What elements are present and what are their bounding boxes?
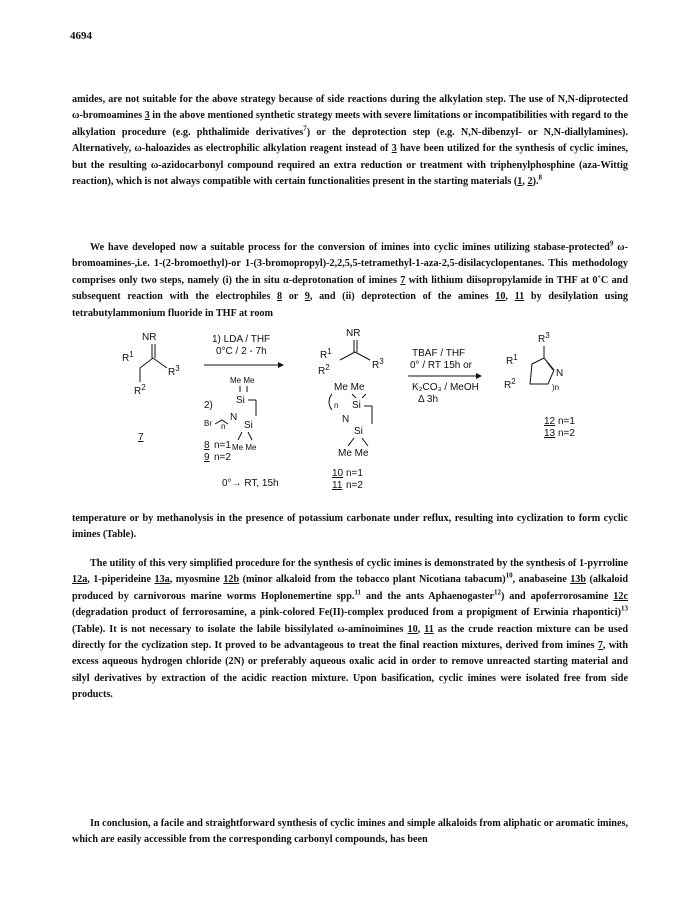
sm-nr: NR [142, 332, 157, 343]
int-11n: n=2 [346, 480, 363, 491]
int-n-atom: N [342, 414, 350, 425]
int-memee2: Me Me [338, 448, 369, 459]
step3b: 0° / RT 15h or [410, 360, 472, 371]
int-nr: NR [346, 328, 361, 339]
pr-r2: $R^2$ [504, 377, 516, 391]
paragraph-4: The utility of this very simplified procedure for the synthesis of cyclic imines is demonstrated by the synthesis of 1-pyrroline 12a, 1-piperideine 13a, myosmine 12b (minor alkaloid from the tobacco plant Nicotiana tabacum)$^{10}$, anabaseine 13b (alkaloid produced by carnivorous marine worms Hoplonemertine spp.$^{11}$ and the ants Aphaenogaster$^{12}$) and apoferrorosamine 12c (degradation product of ferrorosamine, a pink-colored Fe(II)-complex produced from a propigment of Erwinia rhapontici)$^{13}$ (Table). It is not necessary to isolate the labile bissilylated ω-aminoimines 10, 11 as the crude reaction mixture can be used directly for the cyclization step. It proved to be advantageous to treat the final reaction mixtures, derived from imines 7, with excess aqueous hydrogen chloride (2N) or preferably aqueous oxalic acid in order to remove unreacted starting material and silyl derivatives by extraction of the acidic reaction mixture. Upon basification, cyclic imines were isolated free from side products. [72, 558, 628, 701]
int-r2: $R^2$ [318, 363, 330, 377]
pr-r1: $R^1$ [506, 353, 518, 367]
step2: 2) [204, 400, 213, 411]
paragraph-2: We have developed now a suitable process for the conversion of imines into cyclic imines utilizing stabase-protected$^9$ ω-bromoamines-,i.e. 1-(2-bromoethyl)-or 1-(3-bromopropyl)-2,2,5,5-tetramethyl-1-aza-2,5-disilacyclopentanes. This methodology comprises only two steps, namely (i) the in situ α-deprotonation of imines 7 with lithium diisopropylamide in THF at 0˚C and subsequent reaction with the electrophiles 8 or 9, and (ii) deprotection of the amines 10, 11 by desilylation using tetrabutylammonium fluoride in THF at room [72, 239, 629, 319]
pr-n: )n [552, 383, 560, 392]
sm-label: 7 [138, 432, 144, 443]
reagent-memee: Me Me [230, 376, 255, 385]
reagent-si2: Si [244, 420, 253, 431]
reagent-9: 9 [204, 452, 210, 463]
reagent-br: Br [204, 419, 212, 428]
paragraph-3: temperature or by methanolysis in the presence of potassium carbonate under reflux, resulting into cyclization to form cyclic imines (Table). [72, 513, 628, 541]
int-n: n [334, 401, 339, 410]
pr-r3: $R^3$ [538, 331, 550, 345]
pr-n-atom: N [556, 368, 564, 379]
step3c: K₂CO₃ / MeOH [412, 382, 479, 393]
pr-12: 12 [544, 416, 556, 427]
int-11: 11 [332, 480, 343, 491]
step3a: TBAF / THF [412, 348, 466, 359]
int-10n: n=1 [346, 468, 363, 479]
temp: 0°→ RT, 15h [222, 478, 279, 489]
step1b: 0°C / 2 - 7h [216, 346, 267, 357]
pr-13: 13 [544, 428, 556, 439]
reagent-8: 8 [204, 440, 210, 451]
pr-13n: n=2 [558, 428, 575, 439]
int-r3: $R^3$ [372, 357, 384, 371]
paragraph-1: amides, are not suitable for the above strategy because of side reactions during the alkylation step. The use of N,N-diprotected ω-bromoamines 3 in the above mentioned synthetic strategy meets with severe limitations or incompatibilities with regard to the alkylation procedure (e.g. phthalimide derivatives$^7$) or the deprotection step (e.g. N,N-dibenzyl- or N,N-diallylamines). Alternatively, ω-haloazides as electrophilic alkylation reagent instead of 3 have been utilized for the synthesis of cyclic imines, but the resulting ω-azidocarbonyl compound required an extra reduction or treatment with triphenylphosphine (aza-Wittig reaction), which is not always compatible with certain functionalities present in the starting materials (1, 2).$^8$ [72, 94, 629, 188]
pr-12n: n=1 [558, 416, 575, 427]
sm-r1: $R^1$ [122, 350, 134, 364]
reagent-n: N [230, 412, 238, 423]
sm-r3: $R^3$ [168, 364, 180, 378]
reagent-9n: n=2 [214, 452, 231, 463]
reagent-memee2: Me Me [232, 443, 257, 452]
paragraph-5: In conclusion, a facile and straightforward synthesis of cyclic imines and simple alkaloids from aliphatic or aromatic imines, which are easily accessible from the corresponding carbonyl compounds, has been [72, 818, 628, 846]
reaction-scheme [120, 328, 590, 498]
int-10: 10 [332, 468, 344, 479]
step3d: Δ 3h [418, 394, 439, 405]
step1: 1) LDA / THF [212, 334, 271, 345]
reagent-si: Si [236, 395, 245, 406]
int-memee: Me Me [334, 382, 365, 393]
int-si: Si [352, 400, 361, 411]
sm-r2: $R^2$ [134, 383, 146, 397]
reagent-8n: n=1 [214, 440, 231, 451]
int-r1: $R^1$ [320, 347, 332, 361]
int-si2: Si [354, 426, 363, 437]
page-number: 4694 [70, 30, 92, 42]
reagent-sub-n: n [221, 422, 226, 431]
